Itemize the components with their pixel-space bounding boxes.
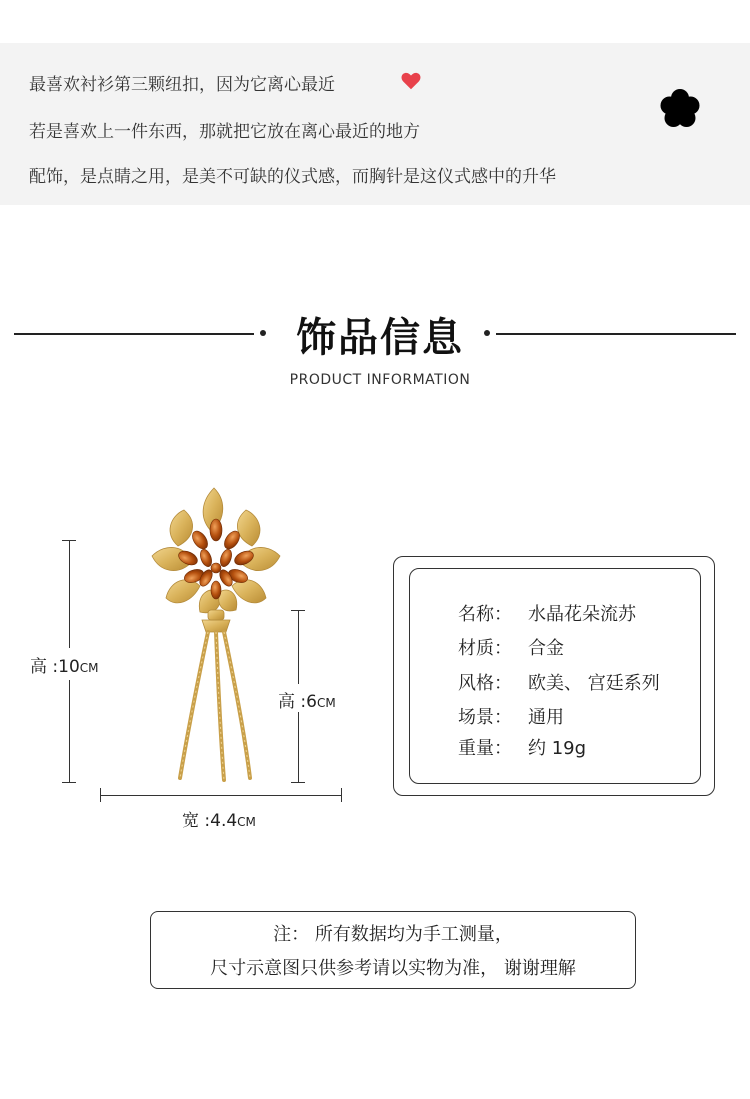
- info-row-material: 材质： 合金: [458, 638, 564, 659]
- flower-icon: [658, 87, 702, 131]
- heart-icon: [400, 70, 422, 92]
- note-line-2: 尺寸示意图只供参考请以实物为准， 谢谢理解: [210, 958, 576, 979]
- title-dot-right: [484, 330, 490, 336]
- note-line-1: 注： 所有数据均为手工测量，: [273, 924, 513, 945]
- banner-line-3: 配饰，是点睛之用，是美不可缺的仪式感，而胸针是这仪式感中的升华: [29, 167, 556, 187]
- title-rule-right: [496, 333, 736, 335]
- tassel-line-lower: [298, 712, 299, 782]
- height-tick-bottom: [62, 782, 76, 783]
- banner-line-1: 最喜欢衬衫第三颗纽扣，因为它离心最近: [29, 75, 335, 95]
- height-label: 高 :10CM: [30, 657, 99, 677]
- tassel-height-label: 高 :6CM: [278, 692, 336, 712]
- info-row-style: 风格： 欧美、 宫廷系列: [458, 673, 660, 694]
- tassel-tick-bottom: [291, 782, 305, 783]
- section-subtitle: PRODUCT INFORMATION: [289, 372, 471, 388]
- width-line: [100, 795, 341, 796]
- tassel-line-upper: [298, 610, 299, 684]
- intro-banner: [0, 43, 750, 205]
- height-line-upper: [69, 540, 70, 648]
- info-row-scene: 场景： 通用: [458, 707, 564, 728]
- section-title: 饰品信息: [296, 315, 464, 361]
- brooch-image: [140, 480, 300, 790]
- width-tick-right: [341, 788, 342, 802]
- info-row-name: 名称： 水晶花朵流苏: [458, 604, 636, 625]
- width-label: 宽 :4.4CM: [182, 811, 256, 831]
- info-row-weight: 重量： 约 19g: [458, 738, 587, 759]
- height-line-lower: [69, 680, 70, 782]
- banner-line-2: 若是喜欢上一件东西，那就把它放在离心最近的地方: [29, 122, 420, 142]
